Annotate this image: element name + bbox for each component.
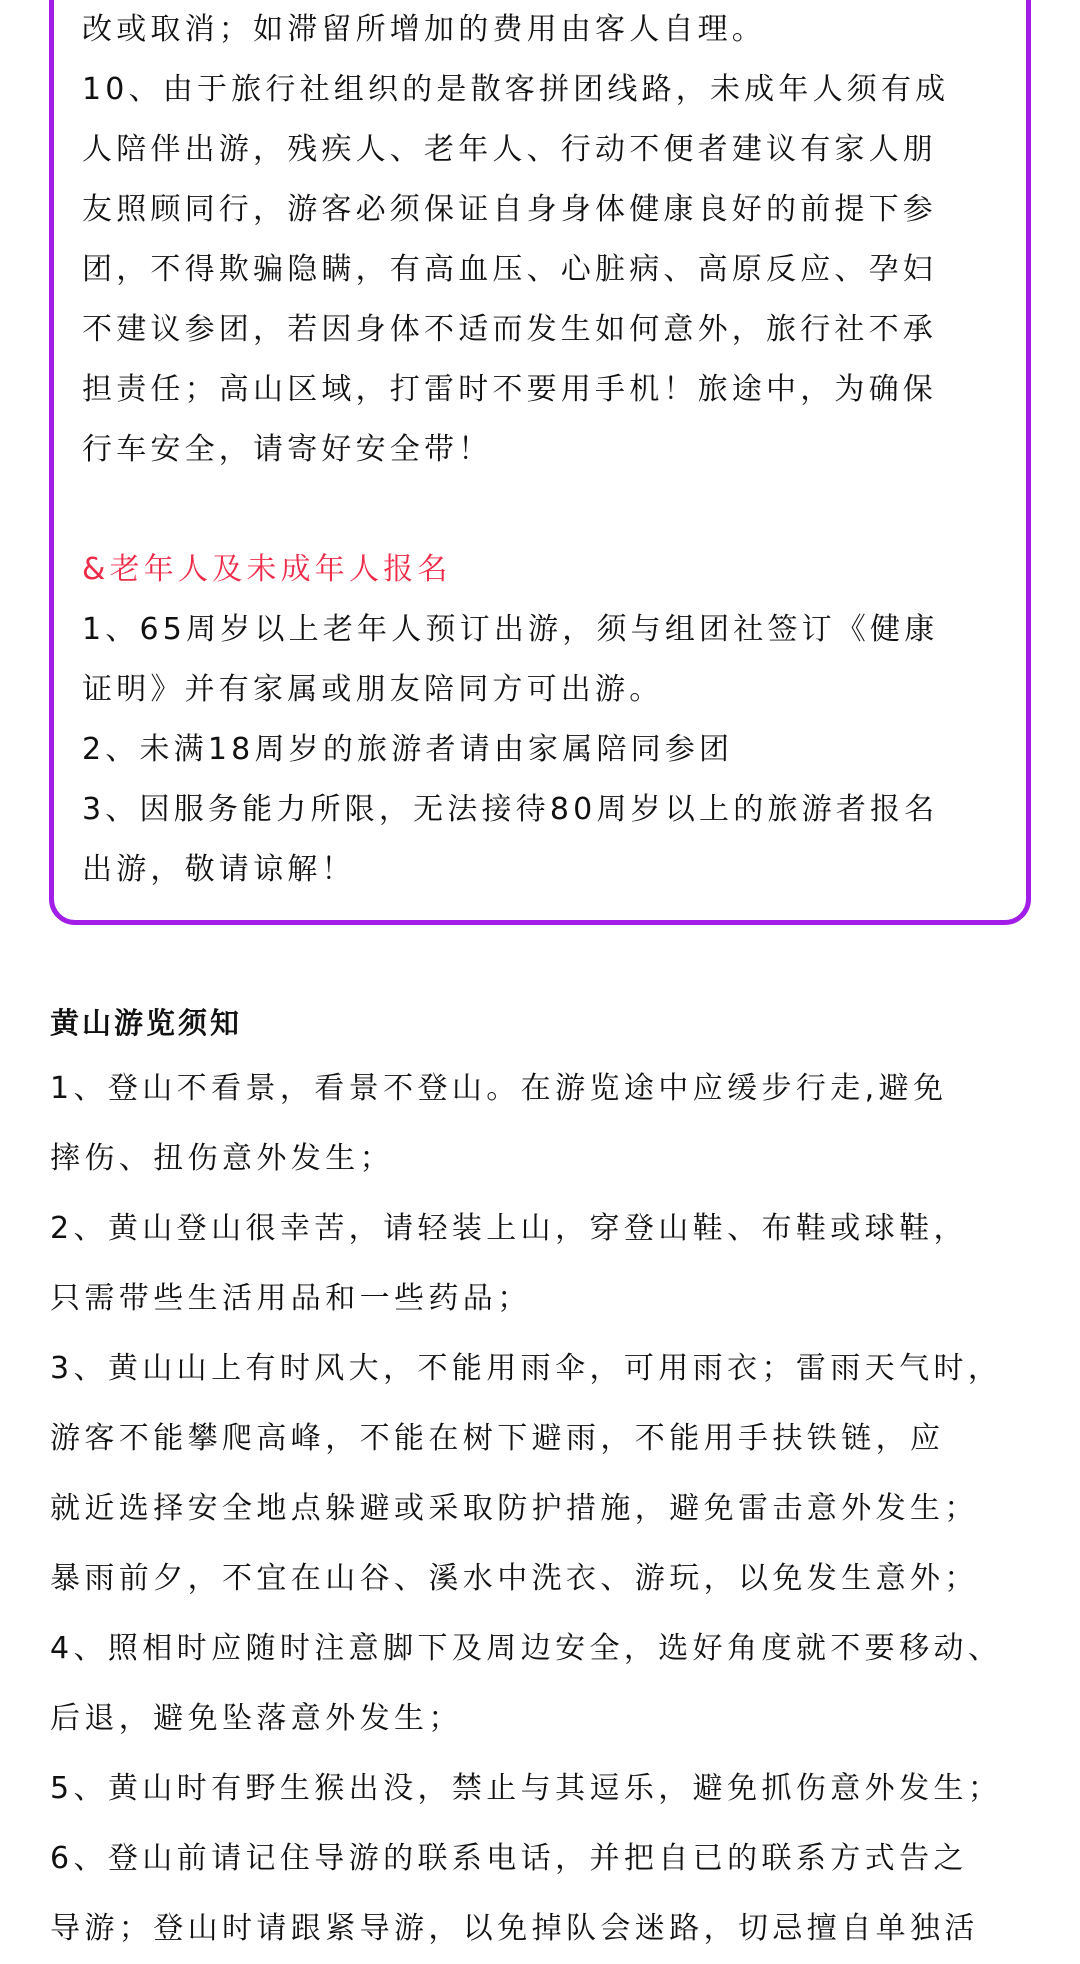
guide-line: 游客不能攀爬高峰，不能在树下避雨，不能用手扶铁链，应 xyxy=(50,1421,945,1456)
guide-line: 就近选择安全地点躲避或采取防护措施，避免雷击意外发生； xyxy=(50,1491,979,1526)
guide-line: 4、照相时应随时注意脚下及周边安全，选好角度就不要移动、 xyxy=(50,1631,1003,1666)
elderly-minor-heading: &老年人及未成年人报名 xyxy=(82,552,452,587)
guide-line: 1、登山不看景，看景不登山。在游览途中应缓步行走,避免 xyxy=(50,1071,948,1106)
notice-line: 团，不得欺骗隐瞒，有高血压、心脏病、高原反应、孕妇 xyxy=(82,252,937,287)
notice-line: 改或取消；如滞留所增加的费用由客人自理。 xyxy=(82,12,766,47)
guide-line: 只需带些生活用品和一些药品； xyxy=(50,1281,532,1316)
elderly-line: 证明》并有家属或朋友陪同方可出游。 xyxy=(82,672,664,707)
guide-line: 导游；登山时请跟紧导游，以免掉队会迷路，切忌擅自单独活 xyxy=(50,1911,979,1946)
section-title: 黄山游览须知 xyxy=(50,1006,243,1040)
elderly-line: 1、65周岁以上老年人预订出游，须与组团社签订《健康 xyxy=(82,612,939,647)
blank-line xyxy=(82,480,1027,540)
huangshan-guide xyxy=(50,992,1070,1964)
guide-line: 暴雨前夕，不宜在山谷、溪水中洗衣、游玩，以免发生意外； xyxy=(50,1561,979,1596)
elderly-line: 2、未满18周岁的旅游者请由家属陪同参团 xyxy=(82,732,734,767)
notice-line: 行车安全，请寄好安全带！ xyxy=(82,432,493,467)
guide-line: 3、黄山山上有时风大，不能用雨伞，可用雨衣；雷雨天气时， xyxy=(50,1351,1003,1386)
notice-line: 10、由于旅行社组织的是散客拼团线路，未成年人须有成 xyxy=(82,72,950,107)
elderly-line: 出游，敬请谅解！ xyxy=(82,852,356,887)
notice-line: 担责任；高山区域，打雷时不要用手机！旅途中，为确保 xyxy=(82,372,937,407)
notice-line: 人陪伴出游，残疾人、老年人、行动不便者建议有家人朋 xyxy=(82,132,937,167)
guide-line: 6、登山前请记住导游的联系电话，并把自已的联系方式告之 xyxy=(50,1841,968,1876)
notice-text xyxy=(82,0,1027,900)
notice-line: 友照顾同行，游客必须保证自身身体健康良好的前提下参 xyxy=(82,192,937,227)
guide-line: 5、黄山时有野生猴出没，禁止与其逗乐，避免抓伤意外发生； xyxy=(50,1771,1003,1806)
notice-line: 不建议参团，若因身体不适而发生如何意外，旅行社不承 xyxy=(82,312,937,347)
guide-line: 后退，避免坠落意外发生； xyxy=(50,1701,463,1736)
guide-line: 2、黄山登山很幸苦，请轻装上山，穿登山鞋、布鞋或球鞋， xyxy=(50,1211,968,1246)
guide-line: 摔伤、扭伤意外发生； xyxy=(50,1141,394,1176)
elderly-line: 3、因服务能力所限，无法接待80周岁以上的旅游者报名 xyxy=(82,792,939,827)
